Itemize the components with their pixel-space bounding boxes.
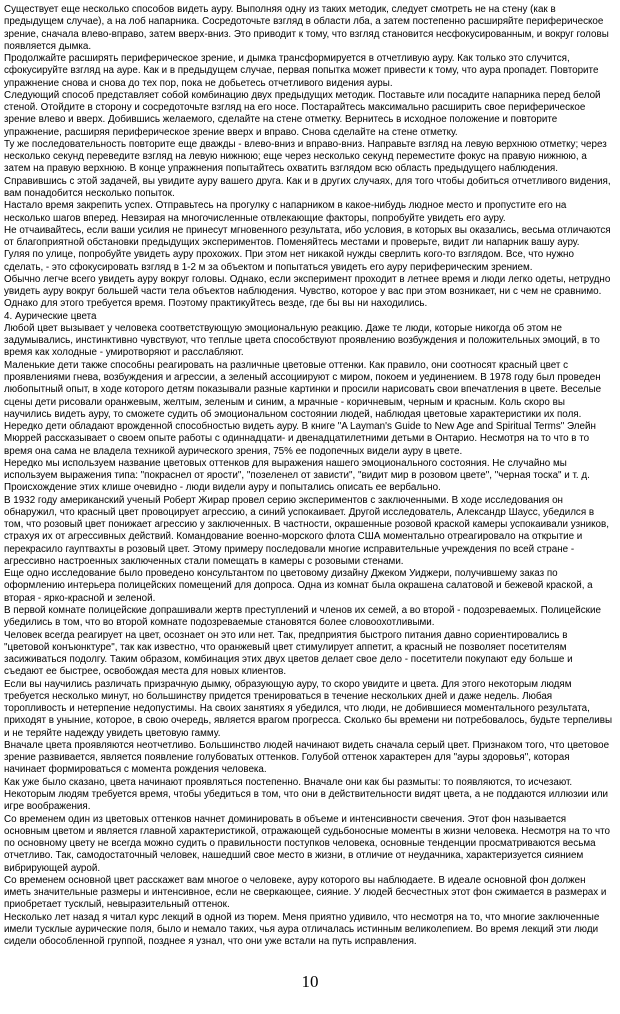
paragraph: Следующий способ представляет собой комбинацию двух предыдущих методик. Поставьте или посадите напарника перед белой стеной. Отойдите в сторону и сосредоточьте взгляд на его носе. Постарайтесь максимально расширить свое периферическое зрение влево и вверх. Добившись желаемого, сделайте на стене отметку. Вернитесь в исходное положение и повторите упражнение, расширяя периферическое зрение вверх и вправо. Снова сделайте на стене отметку. [4, 89, 601, 138]
paragraph: Как уже было сказано, цвета начинают проявляться постепенно. Вначале они как бы размыты: то появляются, то исчезают. Некоторым людям требуется время, чтобы убедиться в том, что они в действительности видят цвета, а не поддаются иллюзии или игре воображения. [4, 776, 609, 813]
paragraph: Человек всегда реагирует на цвет, осознает он это или нет. Так, предприятия быстрого питания давно сориентировались в "цветовой конъюнктуре", так как известно, что оранжевый цвет стимулирует аппетит, а красный не позволяет посетителям засиживаться подолгу. Таким образом, комбинация этих двух цветов делает свое дело - посетители покупают еду больше и съедают ее быстрее, освобождая места для новых клиентов. [4, 629, 573, 678]
paragraph: Если вы научились различать призрачную дымку, образующую ауру, то скоро увидите и цвета. Для этого некоторым людям требуется несколько минут, но большинству придется тренироваться в течение нескольких дней и даже недель. Любая торопливость и нетерпение недопустимы. На своих занятиях я убедился, что люди, не добившиеся моментального результата, приходят в уныние, которое, в свою очередь, является врагом прогресса. Сколько бы времени ни потребовалось, будьте терпеливы и не теряйте надежду увидеть цветовую гамму. [4, 678, 613, 739]
paragraph: Со временем один из цветовых оттенков начнет доминировать в объеме и интенсивности свечения. Этот фон называется основным цветом и является главной характеристикой, отражающей судьбоносные моменты в жизни человека. Несмотря на то что по основному цвету не всегда можно судить о правильности поступков человека, основные тенденции просматриваются весьма отчетливо. Так, самодостаточный человек, нашедший свое место в жизни, в отличие от неудачника, характеризуется сиянием вибрирующей аурой. [4, 813, 611, 874]
paragraph: В первой комнате полицейские допрашивали жертв преступлений и членов их семей, а во второй - подозреваемых. Полицейские убедились в том, что во второй комнате подозреваемые становятся более словоохотливыми. [4, 605, 601, 629]
paragraph: Ту же последовательность повторите еще дважды - влево-вниз и вправо-вниз. Направьте взгляд на левую верхнюю отметку; через несколько секунд переведите взгляд на левую нижнюю; еще через несколько секунд переместите фокус на правую нижнюю, а затем на правую верхнюю. В конце упражнения попытайтесь охватить взглядом всю область предыдущего наблюдения. Справившись с этой задачей, вы увидите ауру вашего друга. Как и в других случаях, для того чтобы добиться отчетливого видения, вам понадобится несколько попыток. [4, 138, 611, 199]
paragraph: Любой цвет вызывает у человека соответствующую эмоциональную реакцию. Даже те люди, которые никогда об этом не задумывались, инстинктивно чувствуют, что теплые цвета способствуют проявлению возбуждения и положительных эмоций, в то время как холодные - умиротворяют и расслабляют. [4, 322, 600, 359]
paragraph: Не отчаивайтесь, если ваши усилия не принесут мгновенного результата, ибо условия, в которых вы оказались, весьма отличаются от благоприятной обстановки предыдущих экспериментов. Поменяйтесь местами и проверьте, видит ли напарник вашу ауру. [4, 224, 611, 249]
paragraph: Продолжайте расширять периферическое зрение, и дымка трансформируется в отчетливую ауру. Как только это случится, сфокусируйте взгляд на ауре. Как и в предыдущем случае, первая попытка может привести к тому, что аура пропадет. Повторите упражнение снова и снова до тех пор, пока не добьетесь отчетливого видения ауры. [4, 53, 599, 89]
paragraph: Обычно легче всего увидеть ауру вокруг головы. Однако, если эксперимент проходит в летнее время и люди легко одеты, нетрудно увидеть ауру вокруг большей части тела объектов наблюдения. Чувство, которое у вас при этом возникает, ни с чем не сравнимо. Однако для этого требуется время. Поэтому практикуйтесь везде, где бы вы ни находились. [4, 273, 611, 310]
paragraph: Нередко дети обладают врожденной способностью видеть ауру. В книге "A Layman's Guide to New Age and Spiritual Terms" Элейн Мюррей рассказывает о своем опыте работы с одиннадцати- и двенадцатилетними детьми в Онтарио. Несмотря на то что в то время она сама не владела техникой аурического зрения, 75% ее подопечных видели ауру в цвете. [4, 421, 596, 457]
paragraph: Со временем основной цвет расскажет вам многое о человеке, ауру которого вы наблюдаете. В идеале основной фон должен иметь значительные размеры и интенсивное, если не сверкающее, сияние. У людей бесчестных этот фон сжимается в размерах и приобретает тусклый, невыразительный оттенок. [4, 874, 607, 911]
page-number: 10 [301, 972, 319, 991]
section-heading: 4. Аурические цвета [4, 310, 97, 322]
paragraph: Существует еще несколько способов видеть ауру. Выполняя одну из таких методик, следует смотреть не на стену (как в предыдущем случае), а на лоб напарника. Сосредоточьте взгляд в области лба, а затем постепенно расширяйте периферическое зрение, сначала влево-вправо, затем вверх-вниз. Это приводит к тому, что взгляд становится несфокусированным, и вокруг головы появляется дымка. [4, 4, 609, 52]
paragraph: Вначале цвета проявляются неотчетливо. Большинство людей начинают видеть сначала серый цвет. Признаком того, что цветовое зрение развивается, является появление голубоватых оттенков. Голубой оттенок характерен для "ауры здоровья", которая начинает формироваться с момента рождения человека. [4, 739, 610, 776]
paragraph: Гуляя по улице, попробуйте увидеть ауру прохожих. При этом нет никакой нужды сверлить кого-то взглядом. Все, что нужно сделать, - это сфокусировать взгляд в 1-2 м за объектом и попытаться увидеть его ауру периферическим зрением. [4, 249, 574, 273]
paragraph: Настало время закрепить успех. Отправьтесь на прогулку с напарником в какое-нибудь людное место и пропустите его на несколько шагов вперед. Невзирая на многочисленные отвлекающие факторы, попробуйте увидеть его ауру. [4, 200, 567, 224]
paragraph: В 1932 году американский ученый Роберт Жирар провел серию экспериментов с заключенными. В ходе исследования он обнаружил, что красный цвет провоцирует агрессию, а синий успокаивает. Другой исследователь, Александр Шаусс, убедился в том, что розовый цвет понижает агрессию у заключенных. В частности, окрашенные розовой краской камеры успокаивали узников, страхуя их от агрессивных действий. Командование военно-морского флота США моментально отреагировало на открытие и перекрасило гауптвахты в розовый цвет. Этому примеру последовали многие исправительные учреждения по всей стране - агрессивно настроенных заключенных стали помещать в камеры с розовыми стенами. [4, 494, 609, 567]
paragraph: Несколько лет назад я читал курс лекций в одной из тюрем. Меня приятно удивило, что несмотря на то, что многие заключенные имели тусклые аурические поля, было и немало таких, чья аура отличалась истинным великолепием. Во время лекций эти люди сидели обособленной группой, позднее я узнал, что они уже встали на путь исправления. [4, 911, 600, 948]
paragraph: Нередко мы используем название цветовых оттенков для выражения нашего эмоционального состояния. Не случайно мы используем выражения типа: "покраснел от ярости", "позеленел от зависти", "видит мир в розовом цвете", "черная тоска" и т. д. Происхождение этих клише очевидно - люди видели ауру и попытались описать ее вербально. [4, 457, 590, 494]
paragraph: Еще одно исследование было проведено консультантом по цветовому дизайну Джеком Уиджери, получившему заказ по оформлению интерьера полицейских помещений для допроса. Одна из комнат была окрашена салатовой и бежевой краской, а вторая - ярко-красной и зеленой. [4, 568, 593, 604]
paragraph: Маленькие дети также способны реагировать на различные цветовые оттенки. Как правило, они соотносят красный цвет с проявлениями гнева, возбуждения и агрессии, а зеленый ассоциируют с миром, покоем и уединением. В 1978 году был проведен любопытный опыт, в ходе которого детям показывали разные картинки и просили нарисовать свои впечатления в цвете. Веселые сцены дети рисовали оранжевым, желтым, зеленым и синим, а мрачные - коричневым, черным и красным. Коль скоро вы научились видеть ауру, то сможете судить об эмоциональном состоянии людей, наблюдая цветовые характеристики их поля. [4, 359, 602, 420]
document-body [4, 4, 614, 948]
